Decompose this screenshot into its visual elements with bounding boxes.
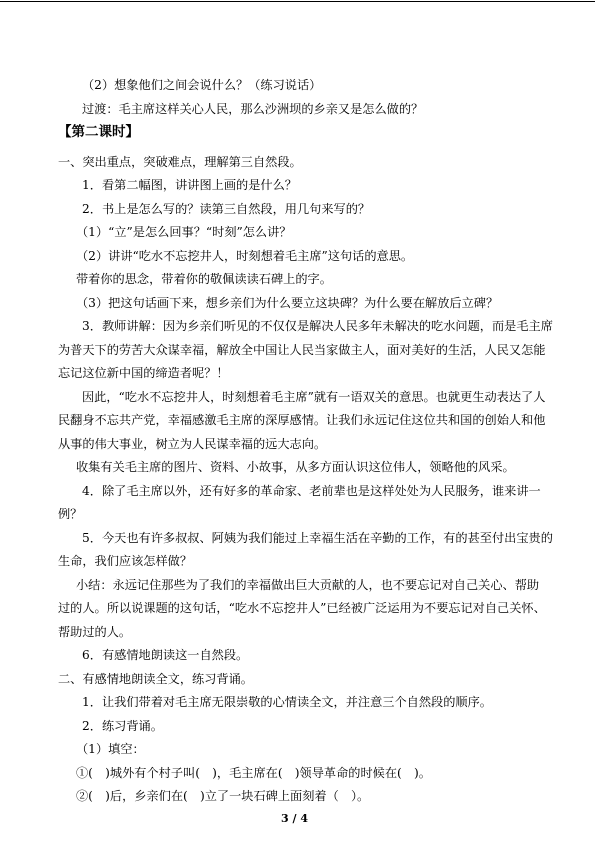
text-line: （2）讲讲“吃水不忘挖井人，时刻想着毛主席”这句话的意思。 [76, 249, 414, 263]
text-line: 忘记这位新中国的缔造者呢？！ [58, 366, 229, 380]
text-line: 帮助过的人。 [58, 625, 132, 639]
text-line: 二、有感情地朗读全文，练习背诵。 [58, 672, 253, 686]
section-heading: 【第二课时】 [58, 124, 139, 140]
text-line: 3．教师讲解：因为乡亲们听见的不仅仅是解决人民多年未解决的吃水问题，而是毛主席 [82, 319, 553, 333]
header-rule [0, 1, 595, 2]
text-line: 生命，我们应该怎样做？ [58, 554, 193, 568]
text-line: 4．除了毛主席以外，还有好多的革命家、老前辈也是这样处处为人民服务，谁来讲一 [82, 484, 541, 498]
text-line: （3）把这句话画下来，想乡亲们为什么要立这块碑？为什么要在解放后立碑？ [76, 296, 499, 310]
text-line: 过渡：毛主席这样关心人民，那么沙洲坝的乡亲又是怎么做的？ [82, 102, 424, 116]
text-line: 从事的伟大事业，树立为人民谋幸福的远大志向。 [58, 437, 327, 451]
text-line: （1）“立”是怎么回事？“时刻”怎么讲？ [76, 225, 292, 239]
text-line: 小结：永远记住那些为了我们的幸福做出巨大贡献的人，也不要忘记对自己关心、帮助 [76, 578, 540, 592]
text-line: 带着你的思念，带着你的敬佩读读石碑上的字。 [76, 272, 332, 286]
text-line: 1．让我们带着对毛主席无限崇敬的心情读全文，并注意三个自然段的顺序。 [82, 695, 492, 709]
text-line: 为普天下的劳苦大众谋幸福，解放全中国让人民当家做主人，面对美好的生活，人民又怎能 [58, 343, 546, 357]
text-line: 收集有关毛主席的图片、资料、小故事，从多方面认识这位伟人，领略他的风采。 [76, 460, 515, 474]
text-line: ②( )后，乡亲们在( )立了一块石碑上面刻着（ ）。 [76, 789, 370, 803]
text-line: 5．今天也有许多叔叔、阿姨为我们能过上幸福生活在辛勤的工作，有的甚至付出宝贵的 [82, 531, 553, 545]
text-line: 例？ [58, 507, 83, 521]
text-line: 民翻身不忘共产党，幸福感激毛主席的深厚感情。让我们永远记住这位共和国的创始人和他 [58, 413, 546, 427]
text-line: 因此，“吃水不忘挖井人，时刻想着毛主席”就有一语双关的意思。也就更生动表达了人 [82, 390, 546, 404]
text-line: （2）想象他们之间会说什么？（练习说话） [82, 78, 322, 92]
text-line: 2．练习背诵。 [82, 719, 163, 733]
text-line: 过的人。所以说课题的这句话，“吃水不忘挖井人”已经被广泛运用为不要忘记对自己关怀、 [58, 601, 546, 615]
text-line: 6．有感情地朗读这一自然段。 [82, 648, 249, 662]
text-line: 1．看第二幅图，讲讲图上画的是什么？ [82, 178, 297, 192]
text-line: 一、突出重点，突破难点，理解第三自然段。 [58, 155, 302, 169]
text-line: 2．书上是怎么写的？读第三自然段，用几句来写的？ [82, 202, 371, 216]
page-number: 3 / 4 [281, 812, 308, 825]
text-line: （1）填空： [76, 742, 145, 756]
text-line: ①( )城外有个村子叫( )，毛主席在( )领导革命的时候在( )。 [76, 766, 431, 780]
